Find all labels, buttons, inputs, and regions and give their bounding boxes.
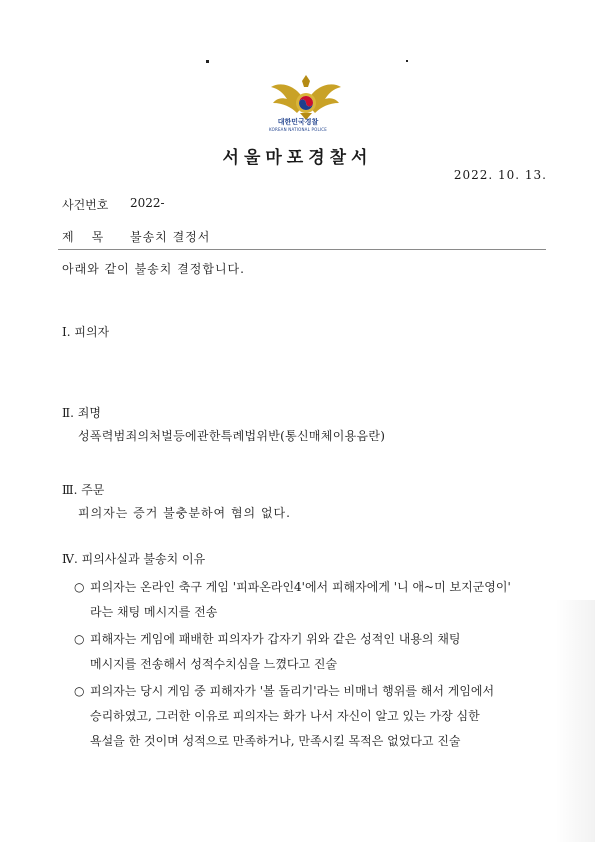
list-item-line: 피해자는 게임에 패배한 피의자가 갑자기 위와 같은 성적인 내용의 채팅	[90, 632, 461, 646]
list-item-line: 욕설을 한 것이며 성적으로 만족하거나, 만족시킬 목적은 없었다고 진술	[90, 734, 461, 748]
list-item-line: 메시지를 전송해서 성적수치심을 느꼈다고 진술	[90, 657, 338, 671]
list-item-line: 피의자는 당시 게임 중 피해자가 '볼 돌리기'라는 비매너 행위를 해서 게임에서	[90, 684, 495, 698]
section-heading-facts: Ⅳ. 피의사실과 불송치 이유	[62, 552, 206, 566]
case-number-value: 2022-	[130, 196, 165, 210]
list-item	[74, 627, 554, 677]
org-name-english: KOREAN NATIONAL POLICE	[269, 127, 327, 132]
scan-speck	[206, 60, 209, 63]
case-number-label: 사건번호	[62, 198, 109, 212]
intro-text: 아래와 같이 불송치 결정합니다.	[62, 262, 245, 276]
subject-label: 제목	[62, 230, 122, 244]
section-heading-order: Ⅲ. 주문	[62, 483, 105, 497]
list-item	[74, 679, 554, 754]
subject-value: 불송치 결정서	[130, 230, 211, 244]
scan-shadow	[555, 600, 595, 842]
page-title: 서울마포경찰서	[222, 148, 373, 168]
bullet-circle-icon: ○	[74, 684, 85, 698]
divider	[58, 249, 546, 250]
section-heading-suspect: Ⅰ. 피의자	[62, 325, 110, 339]
scan-speck	[406, 60, 408, 62]
list-item-line: 라는 채팅 메시지를 전송	[90, 605, 218, 619]
charge-text: 성폭력범죄의처벌등에관한특례법위반(통신매체이용음란)	[78, 429, 386, 443]
list-item-line: 승리하였고, 그러한 이유로 피의자는 화가 나서 자신이 알고 있는 가장 심한	[90, 709, 480, 723]
bullet-circle-icon: ○	[74, 580, 85, 594]
bullet-circle-icon: ○	[74, 632, 85, 646]
org-name-korean: 대한민국경찰	[277, 118, 319, 126]
document-date: 2022. 10. 13.	[453, 168, 547, 182]
section-heading-charge: Ⅱ. 죄명	[62, 406, 101, 420]
order-text: 피의자는 증거 불충분하여 혐의 없다.	[78, 506, 291, 520]
list-item	[74, 575, 554, 625]
list-item-line: 피의자는 온라인 축구 게임 '피파온라인4'에서 피해자에게 '니 애~미 보지군영이'	[90, 580, 511, 594]
